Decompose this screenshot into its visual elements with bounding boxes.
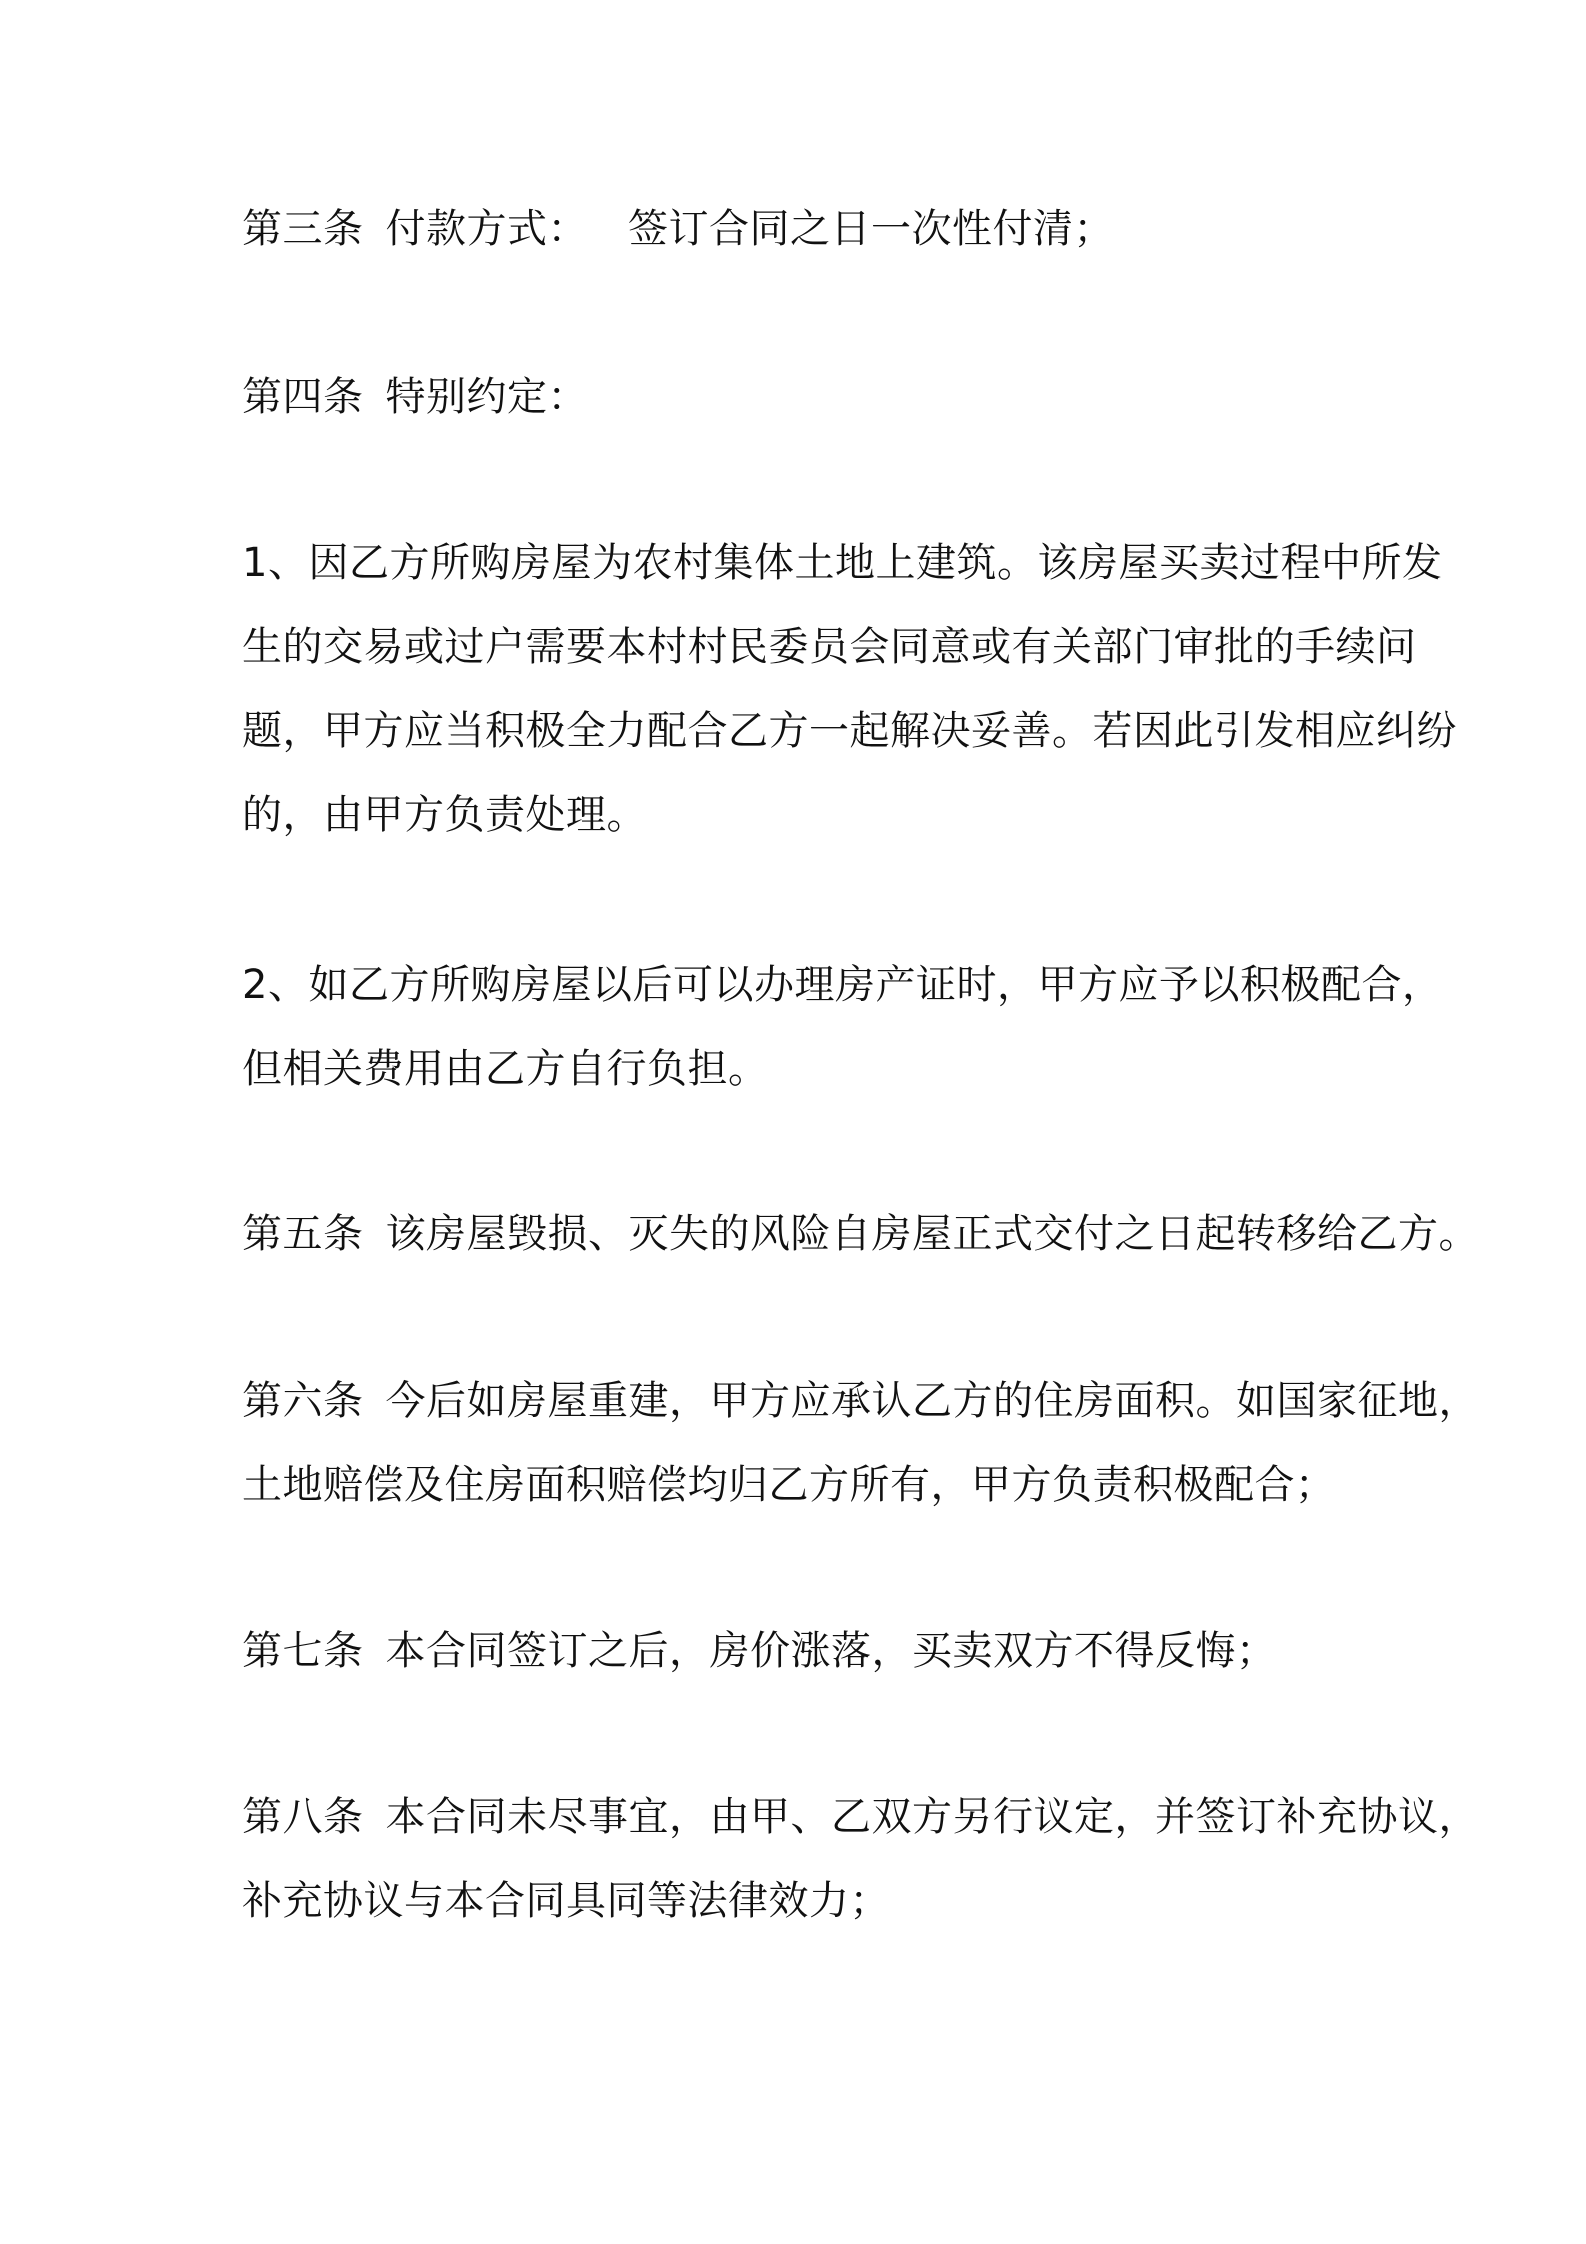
article-6-line-2: 土地赔偿及住房面积赔偿均归乙方所有，甲方负责积极配合； — [242, 1462, 1336, 1508]
article-7-number: 第七条 — [242, 1628, 364, 1674]
article-4-heading: 特别约定： — [385, 374, 588, 420]
clause-1-line-2: 生的交易或过户需要本村村民委员会同意或有关部门审批的手续问 — [242, 624, 1417, 670]
article-8-line-1 — [242, 1775, 1479, 1859]
article-6-line-1 — [242, 1359, 1479, 1443]
article-8-text-1: 本合同未尽事宜，由甲、乙双方另行议定，并签订补充协议， — [385, 1794, 1479, 1840]
article-5-number: 第五条 — [242, 1211, 364, 1257]
clause-1-line-1: 1、因乙方所购房屋为农村集体土地上建筑。该房屋买卖过程中所发 — [242, 540, 1443, 586]
article-3 — [242, 187, 1362, 271]
article-6-number: 第六条 — [242, 1378, 364, 1424]
article-3-number: 第三条 — [242, 206, 364, 252]
article-5-text: 该房屋毁损、灭失的风险自房屋正式交付之日起转移给乙方。 — [385, 1211, 1479, 1257]
article-4 — [242, 355, 1362, 439]
clause-2-line-1: 2、如乙方所购房屋以后可以办理房产证时，甲方应予以积极配合， — [242, 962, 1443, 1008]
article-3-heading: 付款方式： — [385, 206, 588, 252]
article-5 — [242, 1192, 1479, 1276]
article-6-text-1: 今后如房屋重建，甲方应承认乙方的住房面积。如国家征地， — [385, 1378, 1479, 1424]
clause-2-line-2: 但相关费用由乙方自行负担。 — [242, 1046, 769, 1092]
article-8-number: 第八条 — [242, 1794, 364, 1840]
article-4-number: 第四条 — [242, 374, 364, 420]
article-8-line-2: 补充协议与本合同具同等法律效力； — [242, 1878, 890, 1924]
clause-1-line-4: 的，由甲方负责处理。 — [242, 792, 647, 838]
clause-1-line-3: 题，甲方应当积极全力配合乙方一起解决妥善。若因此引发相应纠纷 — [242, 708, 1457, 754]
article-3-text: 签订合同之日一次性付清； — [628, 206, 1114, 252]
article-7 — [242, 1609, 1362, 1693]
article-7-text: 本合同签订之后，房价涨落，买卖双方不得反悔； — [385, 1628, 1277, 1674]
